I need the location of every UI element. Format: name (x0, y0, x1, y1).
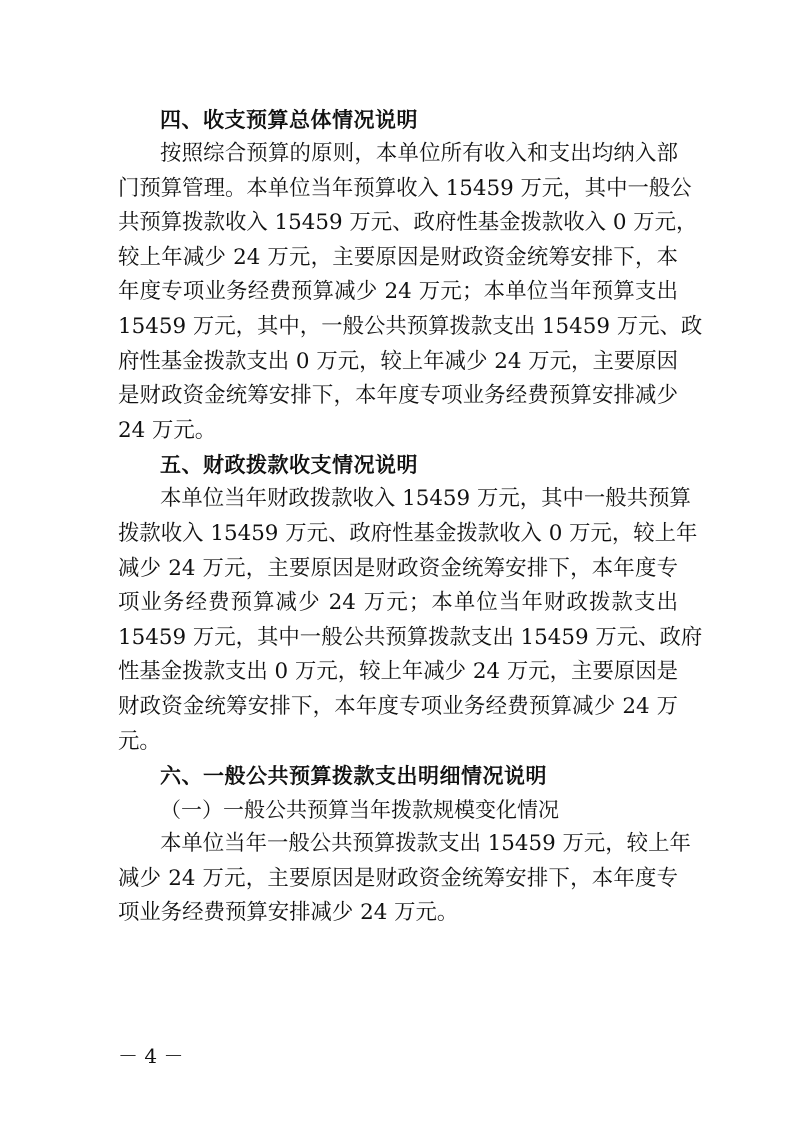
text-line: 按照综合预算的原则，本单位所有收入和支出均纳入部 (160, 141, 678, 166)
text-line: 门预算管理。本单位当年预算收入 15459 万元，其中一般公 (118, 175, 692, 201)
text-line: 项业务经费预算安排减少 24 万元。 (118, 900, 459, 926)
text-line: 性基金拨款支出 0 万元，较上年减少 24 万元，主要原因是 (118, 659, 679, 685)
text-line: 本单位当年一般公共预算拨款支出 15459 万元，较上年 (160, 831, 691, 857)
text-line: 减少 24 万元，主要原因是财政资金统筹安排下，本年度专 (118, 865, 678, 891)
text-line: 较上年减少 24 万元，主要原因是财政资金统筹安排下，本 (118, 244, 678, 270)
section-subheading: （一）一般公共预算当年拨款规模变化情况 (160, 798, 559, 823)
text-line: 24 万元。 (118, 417, 217, 443)
text-line: 共预算拨款收入 15459 万元、政府性基金拨款收入 0 万元， (118, 210, 698, 236)
text-line: 减少 24 万元，主要原因是财政资金统筹安排下，本年度专 (118, 555, 678, 581)
text-line: 是财政资金统筹安排下，本年度专项业务经费预算安排减少 (118, 383, 678, 409)
section-heading: 四、收支预算总体情况说明 (160, 108, 418, 132)
section-heading: 六、一般公共预算拨款支出明细情况说明 (160, 764, 547, 789)
text-line: 15459 万元，其中一般公共预算拨款支出 15459 万元、政府 (118, 624, 703, 650)
text-line: 元。 (118, 728, 161, 754)
section-heading: 五、财政拨款收支情况说明 (160, 453, 418, 478)
page-number: － 4 － (118, 1044, 184, 1068)
paragraph (118, 137, 703, 448)
section-4 (118, 103, 703, 448)
text-line: 拨款收入 15459 万元、政府性基金拨款收入 0 万元，较上年 (118, 520, 698, 546)
document-page (118, 103, 703, 931)
section-5 (118, 448, 703, 759)
text-line: 15459 万元，其中，一般公共预算拨款支出 15459 万元、政 (118, 313, 703, 339)
text-line: 财政资金统筹安排下，本年度专项业务经费预算减少 24 万 (118, 693, 678, 719)
text-line: 府性基金拨款支出 0 万元，较上年减少 24 万元，主要原因 (118, 348, 679, 374)
section-6 (118, 759, 691, 931)
text-line: 年度专项业务经费预算减少 24 万元；本单位当年预算支出 (118, 279, 678, 305)
paragraph (118, 482, 703, 759)
text-line: 项业务经费预算减少 24 万元；本单位当年财政拨款支出 (118, 590, 678, 616)
text-line: 本单位当年财政拨款收入 15459 万元，其中一般共预算 (160, 486, 691, 512)
paragraph (118, 827, 691, 931)
